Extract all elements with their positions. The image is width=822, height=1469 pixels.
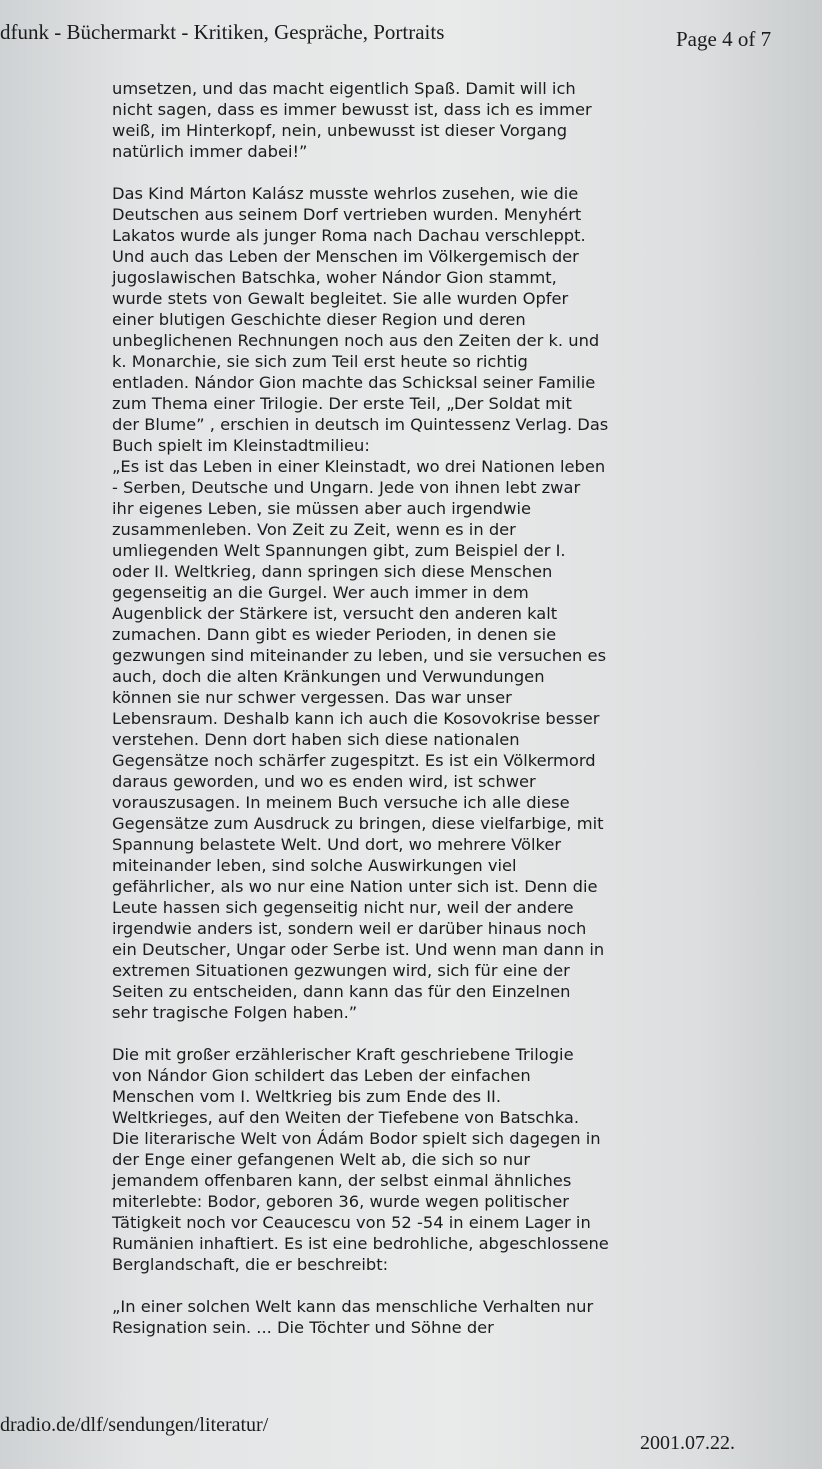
article-body (112, 78, 660, 1338)
text-line: entladen. Nándor Gion machte das Schicksal seiner Familie (112, 373, 596, 392)
text-line: nicht sagen, dass es immer bewusst ist, dass ich es immer (112, 100, 592, 119)
text-line: gefährlicher, als wo nur eine Nation unter sich ist. Denn die (112, 877, 598, 896)
paragraph (112, 183, 660, 1023)
text-line: natürlich immer dabei!” (112, 142, 308, 161)
text-line: daraus geworden, und wo es enden wird, ist schwer (112, 772, 536, 791)
page-number: Page 4 of 7 (676, 27, 772, 51)
paragraph (112, 78, 660, 162)
footer-url: dradio.de/dlf/sendungen/literatur/ (0, 1414, 269, 1436)
text-line: oder II. Weltkrieg, dann springen sich diese Menschen (112, 562, 553, 581)
text-line: zumachen. Dann gibt es wieder Perioden, in denen sie (112, 625, 557, 644)
text-line: Das Kind Márton Kalász musste wehrlos zusehen, wie die (112, 184, 579, 203)
text-line: extremen Situationen gezwungen wird, sich für eine der (112, 961, 570, 980)
text-line: Deutschen aus seinem Dorf vertrieben wurden. Menyhért (112, 205, 582, 224)
text-line: umsetzen, und das macht eigentlich Spaß. Damit will ich (112, 79, 576, 98)
text-line: umliegenden Welt Spannungen gibt, zum Beispiel der I. (112, 541, 566, 560)
header-title: dfunk - Büchermarkt - Kritiken, Gespräche, Portraits (0, 20, 445, 44)
text-line: - Serben, Deutsche und Ungarn. Jede von ihnen lebt zwar (112, 478, 581, 497)
text-line: auch, doch die alten Kränkungen und Verwundungen (112, 667, 545, 686)
text-line: Gegensätze zum Ausdruck zu bringen, diese vielfarbige, mit (112, 814, 604, 833)
text-line: der Enge einer gefangenen Welt ab, die sich so nur (112, 1150, 531, 1169)
text-line: Augenblick der Stärkere ist, versucht den anderen kalt (112, 604, 558, 623)
text-line: vorauszusagen. In meinem Buch versuche ich alle diese (112, 793, 570, 812)
paragraph-gap (112, 162, 660, 183)
text-line: ein Deutscher, Ungar oder Serbe ist. Und wenn man dann in (112, 940, 605, 959)
text-line: Die literarische Welt von Ádám Bodor spielt sich dagegen in (112, 1129, 601, 1148)
text-line: k. Monarchie, sie sich zum Teil erst heute so richtig (112, 352, 528, 371)
paragraph (112, 1296, 660, 1338)
text-line: sehr tragische Folgen haben.” (112, 1003, 358, 1022)
text-line: Lebensraum. Deshalb kann ich auch die Kosovokrise besser (112, 709, 600, 728)
text-line: miterlebte: Bodor, geboren 36, wurde wegen politischer (112, 1192, 569, 1211)
text-line: wurde stets von Gewalt begleitet. Sie alle wurden Opfer (112, 289, 569, 308)
text-line: Seiten zu entscheiden, dann kann das für den Einzelnen (112, 982, 571, 1001)
text-line: jemandem offenbaren kann, der selbst einmal ähnliches (112, 1171, 572, 1190)
text-line: gegenseitig an die Gurgel. Wer auch immer in dem (112, 583, 529, 602)
text-line: Die mit großer erzählerischer Kraft geschriebene Trilogie (112, 1045, 574, 1064)
text-line: jugoslawischen Batschka, woher Nándor Gion stammt, (112, 268, 557, 287)
text-line: zusammenleben. Von Zeit zu Zeit, wenn es in der (112, 520, 516, 539)
text-line: einer blutigen Geschichte dieser Region und deren (112, 310, 526, 329)
text-line: Buch spielt im Kleinstadtmilieu: (112, 436, 370, 455)
text-line: Lakatos wurde als junger Roma nach Dachau verschleppt. (112, 226, 586, 245)
text-line: Leute hassen sich gegenseitig nicht nur, weil der andere (112, 898, 574, 917)
text-line: Und auch das Leben der Menschen im Völkergemisch der (112, 247, 579, 266)
text-line: der Blume” , erschien in deutsch im Quintessenz Verlag. Das (112, 415, 609, 434)
text-line: Berglandschaft, die er beschreibt: (112, 1255, 389, 1274)
paragraph-gap (112, 1275, 660, 1296)
text-line: ihr eigenes Leben, sie müssen aber auch irgendwie (112, 499, 532, 518)
text-line: Rumänien inhaftiert. Es ist eine bedrohliche, abgeschlossene (112, 1234, 609, 1253)
text-line: zum Thema einer Trilogie. Der erste Teil, „Der Soldat mit (112, 394, 572, 413)
footer-date: 2001.07.22. (640, 1432, 735, 1454)
text-line: irgendwie anders ist, sondern weil er darüber hinaus noch (112, 919, 587, 938)
text-line: miteinander leben, sind solche Auswirkungen viel (112, 856, 517, 875)
text-line: von Nándor Gion schildert das Leben der einfachen (112, 1066, 531, 1085)
text-line: Spannung belastete Welt. Und dort, wo mehrere Völker (112, 835, 562, 854)
text-line: „Es ist das Leben in einer Kleinstadt, wo drei Nationen leben (112, 457, 606, 476)
text-line: Weltkrieges, auf den Weiten der Tiefebene von Batschka. (112, 1108, 580, 1127)
text-line: Tätigkeit noch vor Ceaucescu von 52 -54 in einem Lager in (112, 1213, 591, 1232)
text-line: Gegensätze noch schärfer zugespitzt. Es ist ein Völkermord (112, 751, 596, 770)
text-line: können sie nur schwer vergessen. Das war unser (112, 688, 512, 707)
text-line: gezwungen sind miteinander zu leben, und sie versuchen es (112, 646, 607, 665)
paragraph (112, 1044, 660, 1275)
text-line: verstehen. Denn dort haben sich diese nationalen (112, 730, 520, 749)
text-line: Resignation sein. ... Die Töchter und Söhne der (112, 1318, 494, 1337)
text-line: „In einer solchen Welt kann das menschliche Verhalten nur (112, 1297, 594, 1316)
text-line: unbeglichenen Rechnungen noch aus den Zeiten der k. und (112, 331, 600, 350)
text-line: Menschen vom I. Weltkrieg bis zum Ende des II. (112, 1087, 502, 1106)
paragraph-gap (112, 1023, 660, 1044)
text-line: weiß, im Hinterkopf, nein, unbewusst ist dieser Vorgang (112, 121, 568, 140)
